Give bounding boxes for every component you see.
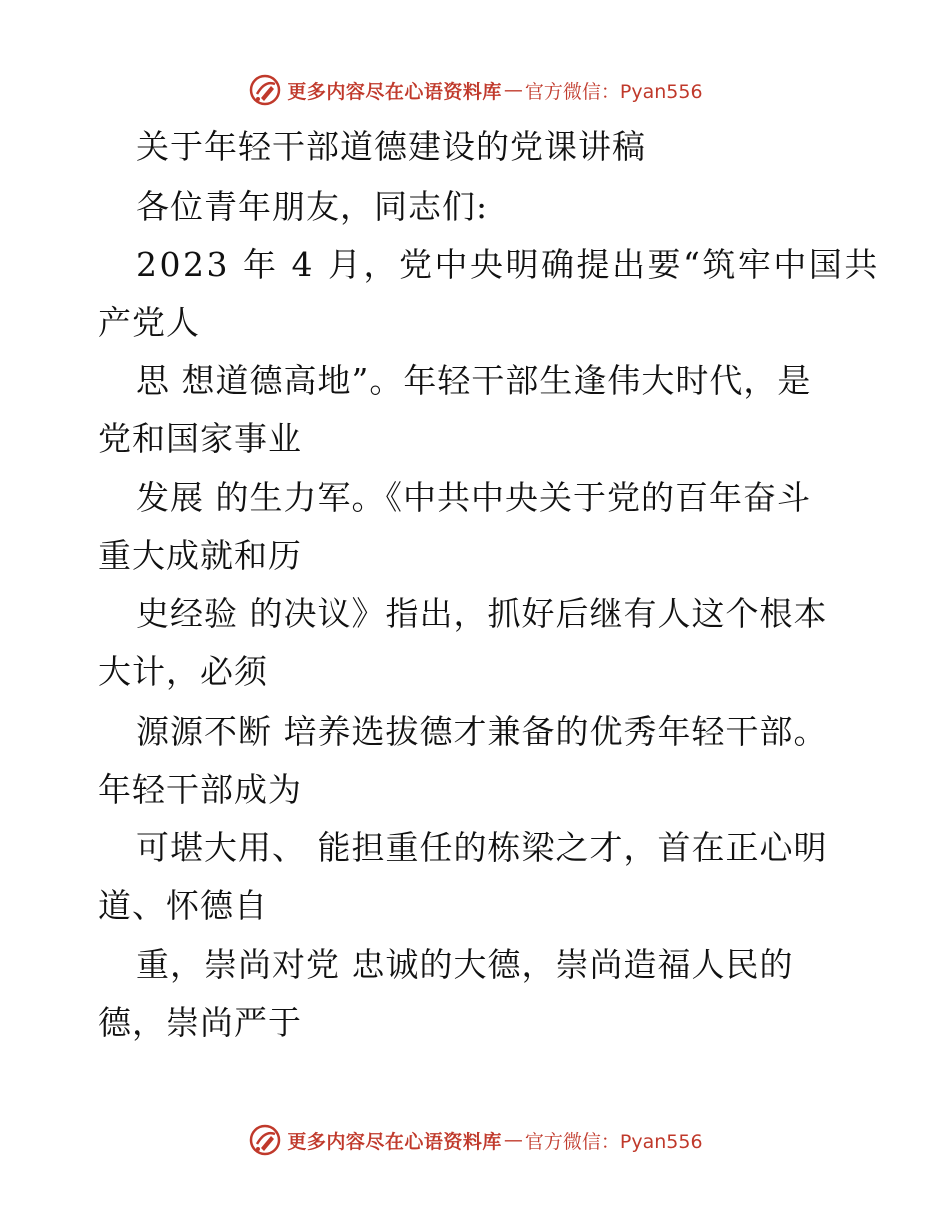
banner-wechat: 官方微信：Pyan556 bbox=[524, 1130, 703, 1153]
text-line: 重大成就和历 bbox=[98, 536, 302, 575]
banner-text: 更多内容尽在心语资料库 bbox=[287, 1130, 502, 1153]
banner-text: 更多内容尽在心语资料库 bbox=[287, 80, 502, 103]
text-line: 重，崇尚对党 忠诚的大德，崇尚造福人民的 bbox=[136, 945, 794, 984]
text-line: 可堪大用、 能担重任的栋梁之才，首在正心明 bbox=[136, 828, 828, 867]
banner-wechat: 官方微信：Pyan556 bbox=[524, 80, 703, 103]
banner-dash: — bbox=[503, 1129, 523, 1151]
text-line: 年轻干部成为 bbox=[98, 770, 302, 809]
text-line: 道、怀德自 bbox=[98, 886, 268, 925]
text-line: 党和国家事业 bbox=[98, 419, 302, 458]
text-line: 发展 的生力军。《中共中央关于党的百年奋斗 bbox=[136, 478, 811, 517]
text-line: 思 想道德高地”。年轻干部生逢伟大时代，是 bbox=[136, 361, 812, 400]
text-line: 源源不断 培养选拔德才兼备的优秀年轻干部。 bbox=[136, 712, 828, 751]
text-line: 史经验 的决议》指出，抓好后继有人这个根本 bbox=[136, 594, 828, 633]
text-line: 2023 年 4 月，党中央明确提出要“筑牢中国共 bbox=[136, 245, 880, 284]
document-title: 关于年轻干部道德建设的党课讲稿 bbox=[136, 127, 646, 166]
pen-swirl-logo-icon bbox=[247, 1122, 283, 1158]
text-line: 产党人 bbox=[98, 303, 200, 342]
text-line: 大计，必须 bbox=[98, 652, 268, 691]
footer-banner bbox=[0, 1120, 950, 1160]
banner-dash: — bbox=[503, 79, 523, 101]
text-line: 各位青年朋友，同志们: bbox=[136, 187, 489, 226]
text-line: 德，崇尚严于 bbox=[98, 1003, 302, 1042]
